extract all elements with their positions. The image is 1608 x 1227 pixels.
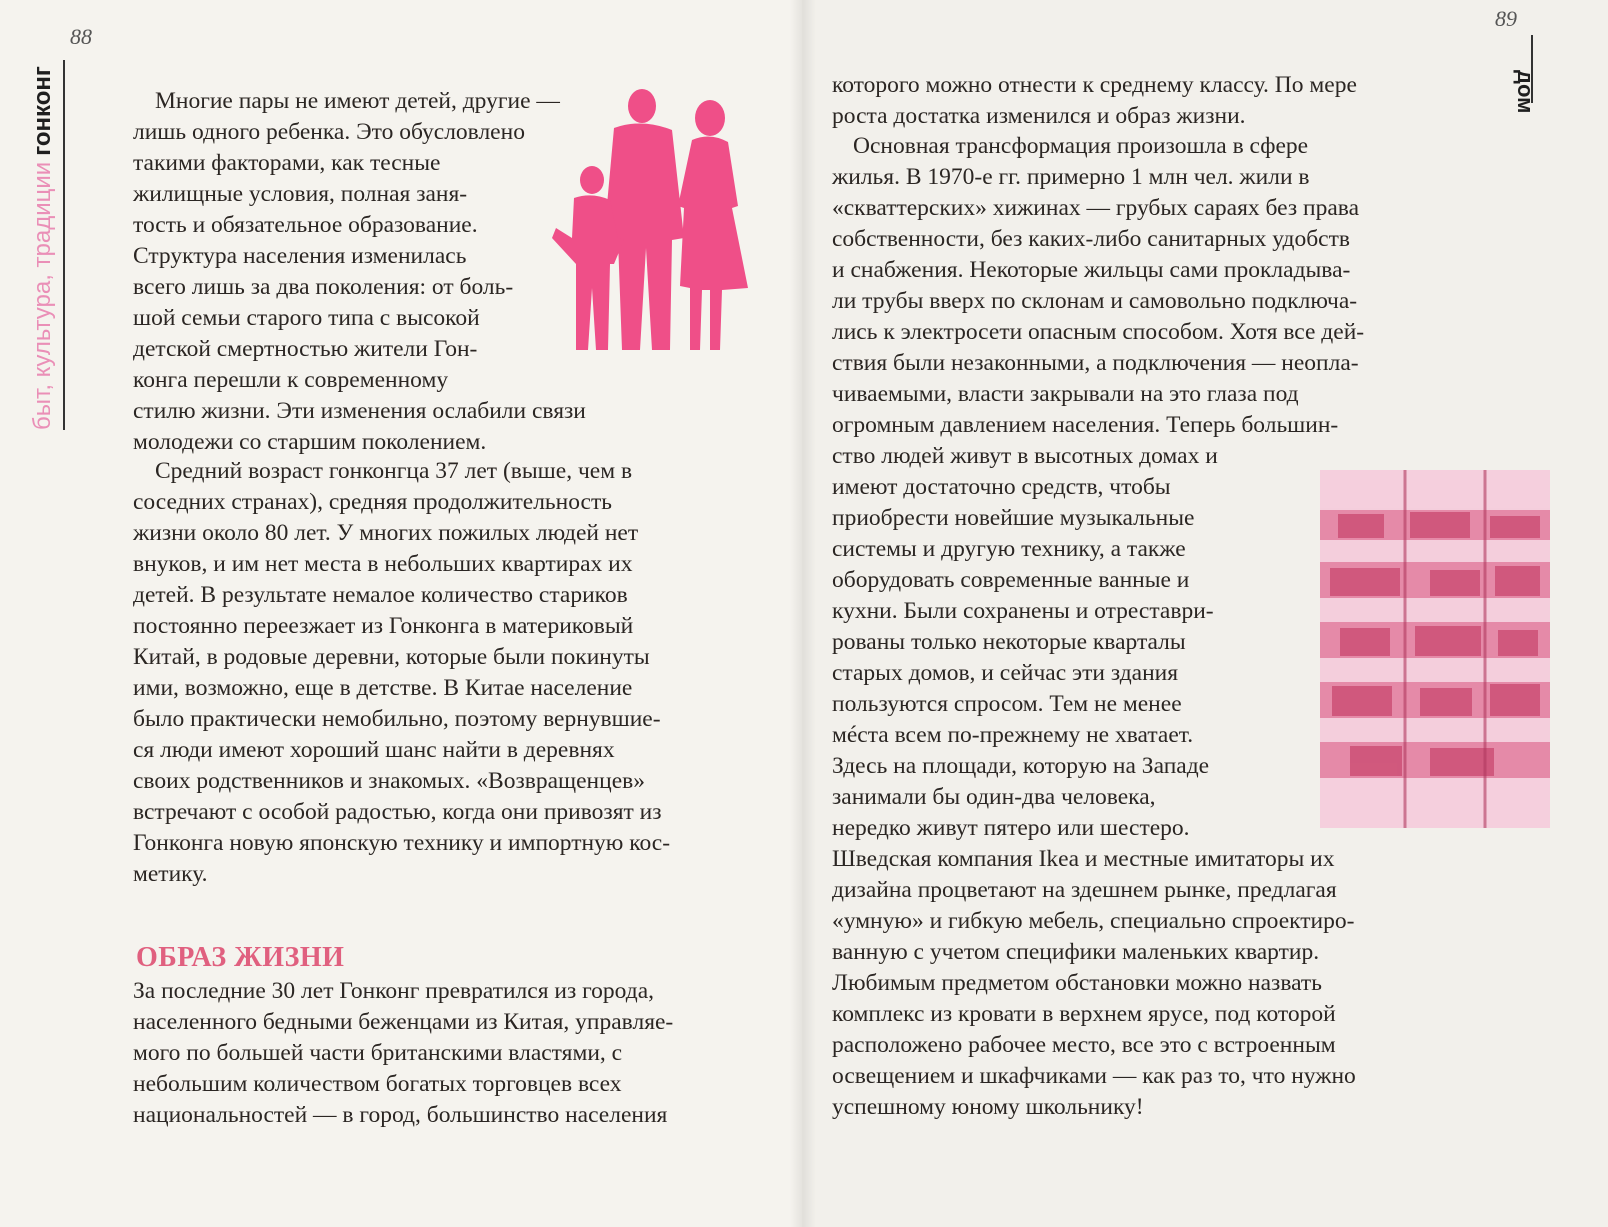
page-number-right: 89 [1495,6,1517,31]
text-line: детей. В результате немалое количество стариков [133,582,628,608]
text-line: шой семьи старого типа с высокой [133,305,480,331]
text-line: занимали бы один-два человека, [832,784,1156,810]
text-line: ванную с учетом специфики маленьких квартир. [832,939,1320,965]
text-line: освещением и шкафчиками — как раз то, что нужно [832,1063,1356,1089]
text-line: «скваттерских» хижинах — грубых сараях без права [832,195,1360,221]
text-line: постоянно переезжает из Гонконга в материковый [133,613,634,639]
text-line: Шведская компания Ikea и местные имитаторы их [832,846,1335,872]
running-head-book: гонконг [29,66,56,156]
text-line: жилищные условия, полная заня- [133,181,468,207]
text-line: мого по большей части британскими властями, с [133,1040,623,1066]
text-line: Гонконга новую японскую технику и импортную кос- [133,830,671,856]
text-line: было практически немобильно, поэтому вернувшие- [133,706,661,732]
text-line: Здесь на площади, которую на Западе [832,753,1210,779]
text-line: лись к электросети опасным способом. Хотя все дей- [832,319,1365,345]
text-line: жизни около 80 лет. У многих пожилых людей нет [133,520,639,546]
text-line: лишь одного ребенка. Это обусловлено [133,119,525,145]
text-line: метику. [133,861,208,887]
text-line: нередко живут пятеро или шестеро. [832,815,1190,841]
text-line: национальностей — в город, большинство населения [133,1102,668,1128]
text-line: чиваемыми, власти закрывали на это глаза под [832,381,1299,407]
text-line: системы и другую технику, а также [832,536,1186,562]
text-line: жилья. В 1970-е гг. примерно 1 млн чел. жили в [832,164,1310,190]
text-line: За последние 30 лет Гонконг превратился из города, [133,978,655,1004]
text-line: огромным давлением населения. Теперь большин- [832,412,1339,438]
apartment-building-photo [1320,470,1550,828]
text-line: и снабжения. Некоторые жильцы сами прокладыва- [832,257,1351,283]
text-line: ствия были незаконными, а подключения — неопла- [832,350,1359,376]
child-body [552,195,624,350]
text-line: ими, возможно, еще в детстве. В Китае население [133,675,633,701]
text-line: своих родственников и знакомых. «Возвращенцев» [133,768,645,794]
text-line: соседних странах), средняя продолжительность [133,489,612,515]
mother-head [695,100,725,136]
text-line: тость и обязательное образование. [133,212,478,238]
text-line: ство людей живут в высотных домах и [832,443,1218,469]
text-line: кухни. Были сохранены и отреставри- [832,598,1214,624]
text-line: собственности, без каких-либо санитарных удобств [832,226,1350,252]
text-line: расположено рабочее место, все это с встроенным [832,1032,1336,1058]
text-line: имеют достаточно средств, чтобы [832,474,1171,500]
text-line: детской смертностью жители Гон- [133,336,478,362]
text-line: Средний возраст гонконгца 37 лет (выше, чем в [155,458,633,484]
text-line: пользуются спросом. Тем не менее [832,691,1182,717]
text-line: Структура населения изменилась [133,243,467,269]
text-line: встречают с особой радостью, когда они привозят из [133,799,662,825]
running-head-left [28,50,58,430]
section-heading: ОБРАЗ ЖИЗНИ [136,942,345,973]
text-line: конга перешли к современному [133,367,449,393]
text-line: молодежи со старшим поколением. [133,429,487,455]
child-head [580,166,604,194]
running-head-section: быт, культура, традиции [29,161,56,430]
text-line: внуков, и им нет места в небольших квартирах их [133,551,633,577]
text-line: комплекс из кровати в верхнем ярусе, под которой [832,1001,1336,1027]
text-line: старых домов, и сейчас эти здания [832,660,1179,686]
text-line: Основная трансформация произошла в сфере [853,133,1309,159]
text-line: ли трубы вверх по склонам и самовольно подключа- [832,288,1358,314]
text-line: стилю жизни. Эти изменения ослабили связи [133,398,586,424]
father-head [628,89,656,123]
text-line: небольшим количеством богатых торговцев всех [133,1071,622,1097]
text-line: оборудовать современные ванные и [832,567,1190,593]
text-line: дизайна процветают на здешнем рынке, предлагая [832,877,1337,903]
running-head-rule-left [63,60,65,430]
family-silhouette-illustration [552,88,758,360]
text-line: такими факторами, как тесные [133,150,441,176]
text-line: Любимым предметом обстановки можно назвать [832,970,1322,996]
text-line: ся люди имеют хороший шанс найти в деревнях [133,737,615,763]
text-line: Китай, в родовые деревни, которые были покинуты [133,644,650,670]
text-line: роста достатка изменился и образ жизни. [832,103,1246,129]
text-line: мéста всем по-прежнему не хватает. [832,722,1194,748]
text-line: «умную» и гибкую мебель, специально спроектиро- [832,908,1355,934]
book-gutter [790,0,816,1227]
text-line: Многие пары не имеют детей, другие — [155,88,560,114]
text-line: рованы только некоторые кварталы [832,629,1186,655]
text-line: которого можно отнести к среднему классу. По мере [832,72,1357,98]
page-number-left: 88 [70,24,92,49]
running-head-right: дом [1513,70,1538,114]
text-line: населенного бедными беженцами из Китая, управляе- [133,1009,674,1035]
text-line: приобрести новейшие музыкальные [832,505,1195,531]
apartment-building-graphic [1320,470,1550,828]
text-line: всего лишь за два поколения: от боль- [133,274,514,300]
mother-body [678,136,748,350]
text-line: успешному юному школьнику! [832,1094,1144,1120]
